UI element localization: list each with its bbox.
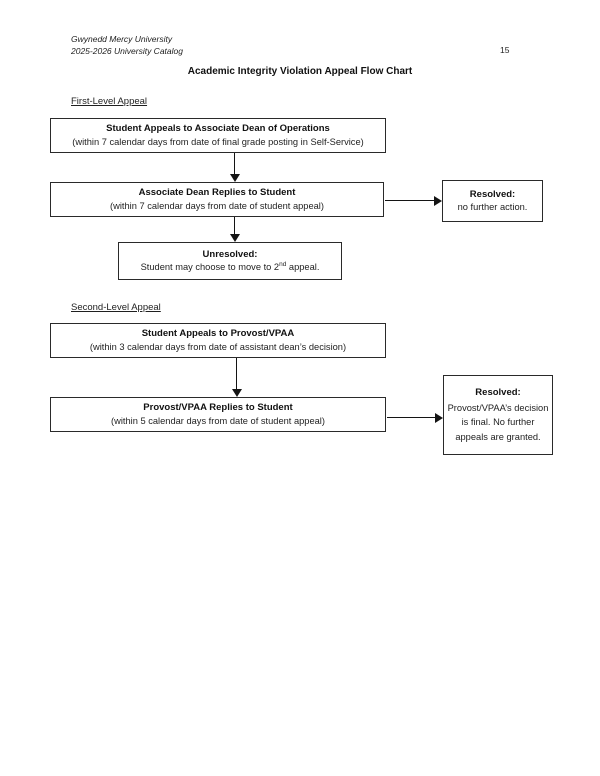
- first-level-heading: First-Level Appeal: [71, 96, 148, 107]
- detail-text-after: appeal.: [286, 262, 320, 272]
- outcome-title: Resolved:: [475, 387, 521, 398]
- arrow-head-icon: [230, 234, 240, 242]
- arrow-shaft: [236, 358, 238, 389]
- step-detail: (within 5 calendar days from date of student appeal): [111, 415, 325, 426]
- outcome-title: Unresolved:: [202, 248, 258, 260]
- outcome-title: Resolved:: [469, 188, 516, 200]
- arrow-shaft: [234, 217, 236, 234]
- second-level-resolved-box: [443, 375, 553, 455]
- page-title: Academic Integrity Violation Appeal Flow Chart: [187, 66, 413, 77]
- first-level-unresolved-box: [118, 242, 342, 280]
- step-title: Student Appeals to Associate Dean of Operations: [106, 123, 330, 134]
- step-detail: (within 3 calendar days from date of assistant dean’s decision): [89, 341, 347, 352]
- second-level-heading: Second-Level Appeal: [71, 302, 161, 313]
- first-level-resolved-box: [442, 180, 543, 222]
- arrow-sl-step1-to-step2: [231, 358, 242, 397]
- arrow-head-icon: [230, 174, 240, 182]
- page-header: [71, 34, 183, 57]
- arrow-fl-step1-to-step2: [229, 153, 240, 182]
- second-level-step1-box: [50, 323, 386, 358]
- arrow-head-icon: [232, 389, 242, 397]
- catalog-edition: 2025-2026 University Catalog: [71, 45, 183, 56]
- first-level-step1-box: [50, 118, 386, 153]
- arrow-head-icon: [434, 196, 442, 206]
- second-level-step2-box: [50, 397, 386, 432]
- arrow-shaft: [234, 153, 236, 174]
- arrow-head-icon: [435, 413, 443, 423]
- detail-text-before: Student may choose to move to 2: [140, 262, 280, 272]
- arrow-shaft: [387, 417, 435, 419]
- step-detail: (within 7 calendar days from date of student appeal): [110, 200, 324, 211]
- step-title: Provost/VPAA Replies to Student: [143, 402, 293, 413]
- university-name: Gwynedd Mercy University: [71, 34, 173, 44]
- arrow-shaft: [385, 200, 434, 202]
- step-title: Associate Dean Replies to Student: [138, 187, 296, 198]
- outcome-detail: Provost/VPAA’s decision is final. No further appeals are granted.: [447, 402, 549, 442]
- step-detail: (within 7 calendar days from date of final grade posting in Self-Service): [72, 136, 364, 147]
- step-title: Student Appeals to Provost/VPAA: [141, 328, 295, 339]
- arrow-sl-step2-to-resolved: [387, 412, 443, 423]
- arrow-fl-step2-to-unresolved: [229, 217, 240, 242]
- first-level-step2-box: [50, 182, 384, 217]
- outcome-detail: [141, 261, 320, 275]
- page-number: 15: [500, 45, 510, 55]
- ordinal-superscript: nd: [279, 260, 287, 268]
- arrow-fl-step2-to-resolved: [385, 195, 442, 206]
- outcome-detail: no further action.: [457, 202, 528, 212]
